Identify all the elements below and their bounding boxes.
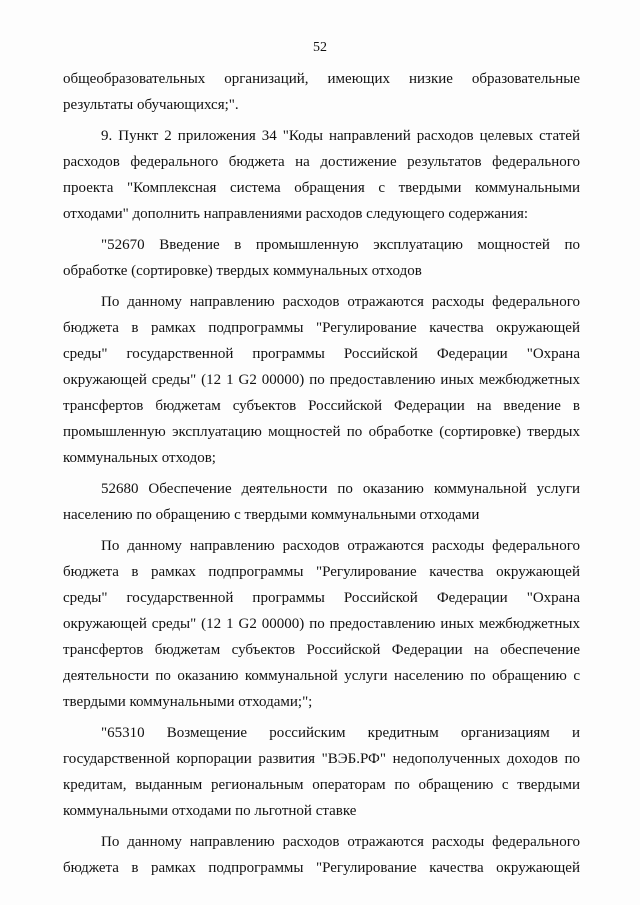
paragraph-continuation <box>63 66 580 118</box>
text-line: трансфертов бюджетам субъектов Российской Федерации на введение в <box>63 398 580 414</box>
text-line: По данному направлению расходов отражаются расходы федерального <box>101 294 580 310</box>
text-line: промышленную эксплуатацию мощностей по обработке (сортировке) твердых <box>63 424 580 440</box>
paragraph-description-52670 <box>63 289 580 471</box>
text-line: государственной корпорации развития "ВЭБ.РФ" недополученных доходов по <box>63 751 580 767</box>
text-line: "52670 Введение в промышленную эксплуатацию мощностей по <box>101 237 580 253</box>
text-line: окружающей среды" (12 1 G2 00000) по предоставлению иных межбюджетных <box>63 616 580 632</box>
document-body <box>63 66 580 881</box>
text-line: трансфертов бюджетам субъектов Российской Федерации на обеспечение <box>63 642 580 658</box>
text-line: среды" государственной программы Российской Федерации "Охрана <box>63 590 580 606</box>
text-line: "65310 Возмещение российским кредитным организациям и <box>101 725 580 741</box>
paragraph-description-65310 <box>63 829 580 881</box>
paragraph-description-52680 <box>63 533 580 715</box>
text-line: окружающей среды" (12 1 G2 00000) по предоставлению иных межбюджетных <box>63 372 580 388</box>
text-line: деятельности по оказанию коммунальной услуги населению по обращению с <box>63 668 580 684</box>
paragraph-code-52680 <box>63 476 580 528</box>
text-line: твердыми коммунальными отходами;"; <box>63 694 313 710</box>
text-line: обработке (сортировке) твердых коммунальных отходов <box>63 263 422 279</box>
text-line: 52680 Обеспечение деятельности по оказанию коммунальной услуги <box>101 481 580 497</box>
text-line: По данному направлению расходов отражаются расходы федерального <box>101 834 580 850</box>
text-line: коммунальных отходов; <box>63 450 216 466</box>
paragraph-code-65310 <box>63 720 580 824</box>
text-line: отходами" дополнить направлениями расходов следующего содержания: <box>63 206 529 222</box>
text-line: общеобразовательных организаций, имеющих низкие образовательные <box>63 71 580 87</box>
text-line: населению по обращению с твердыми коммунальными отходами <box>63 507 480 523</box>
text-line: расходов федерального бюджета на достижение результатов федерального <box>63 154 580 170</box>
text-line: бюджета в рамках подпрограммы "Регулирование качества окружающей <box>63 320 580 336</box>
text-line: коммунальными отходами по льготной ставке <box>63 803 357 819</box>
text-line: результаты обучающихся;". <box>63 97 239 113</box>
text-line: кредитам, выданным региональным операторам по обращению с твердыми <box>63 777 580 793</box>
paragraph-code-52670 <box>63 232 580 284</box>
text-line: 9. Пункт 2 приложения 34 "Коды направлений расходов целевых статей <box>101 128 580 144</box>
page-number: 52 <box>313 40 327 55</box>
text-line: проекта "Комплексная система обращения с твердыми коммунальными <box>63 180 580 196</box>
text-line: среды" государственной программы Российской Федерации "Охрана <box>63 346 580 362</box>
text-line: По данному направлению расходов отражаются расходы федерального <box>101 538 580 554</box>
text-line: бюджета в рамках подпрограммы "Регулирование качества окружающей <box>63 860 580 876</box>
text-line: бюджета в рамках подпрограммы "Регулирование качества окружающей <box>63 564 580 580</box>
paragraph-item-9 <box>63 123 580 227</box>
